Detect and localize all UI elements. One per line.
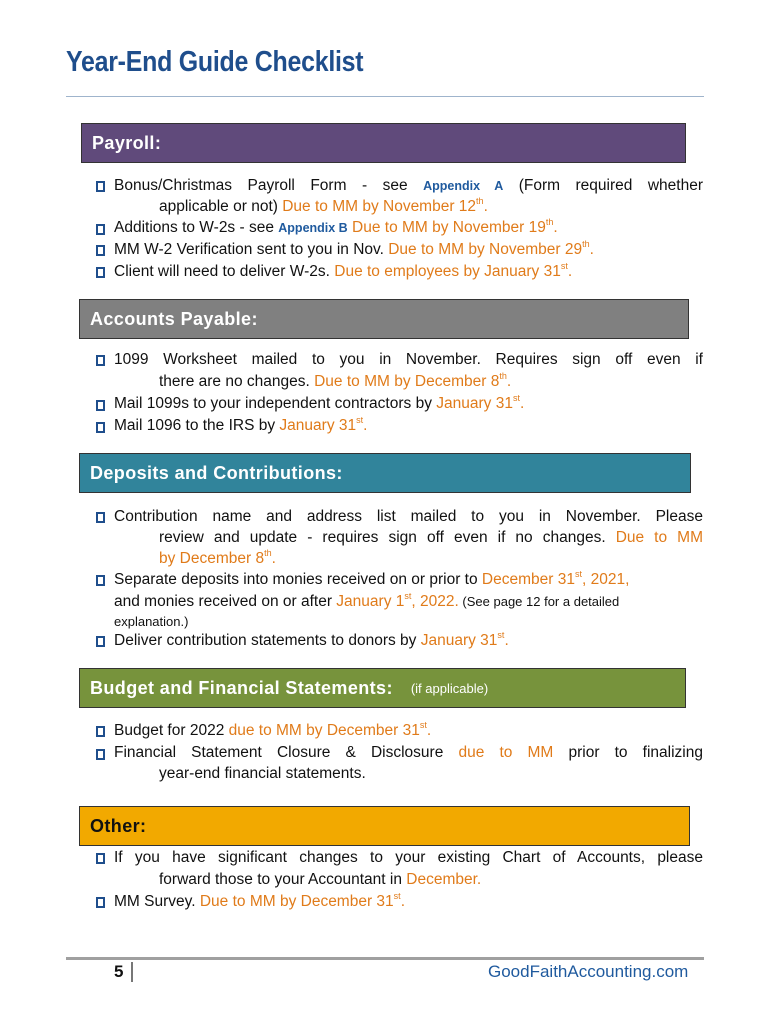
title-divider (66, 96, 704, 97)
section-heading-label: Budget and Financial Statements: (90, 677, 393, 698)
list-item-continuation: review and update - requires sign off even if no changes. Due to MM (159, 529, 703, 546)
list-item: MM Survey. Due to MM by December 31st. (114, 891, 405, 910)
list-item: Deliver contribution statements to donors by January 31st. (114, 630, 509, 649)
section-heading-other (79, 806, 690, 846)
checkbox-icon[interactable] (96, 512, 105, 523)
due-date: January 31st. (420, 630, 509, 649)
checkbox-icon[interactable] (96, 181, 105, 192)
checkbox-icon[interactable] (96, 422, 105, 433)
due-date: Due to MM by December 31st. (199, 891, 405, 910)
due-date: Due to MM by December 8th. (314, 371, 512, 390)
checkbox-icon[interactable] (96, 575, 105, 586)
section-heading-label: Payroll: (92, 132, 162, 153)
list-item: Budget for 2022 due to MM by December 31st. (114, 720, 432, 739)
list-item-continuation: applicable or not) Due to MM by November 12th. (159, 196, 488, 215)
list-item: Bonus/Christmas Payroll Form - see Appendix A (Form required whether (114, 177, 703, 194)
due-date: January 31st. (436, 393, 525, 412)
section-heading-accounts-payable (79, 299, 689, 339)
due-date: Due to MM by November 12th. (282, 196, 488, 215)
checkbox-icon[interactable] (96, 267, 105, 278)
list-item: Mail 1096 to the IRS by January 31st. (114, 415, 368, 434)
appendix-b-link[interactable]: Appendix B (278, 221, 348, 235)
list-item-continuation: and monies received on or after January 1st, 2022. (See page 12 for a detailed (114, 591, 620, 610)
list-item: Additions to W-2s - see Appendix B Due to MM by November 19th. (114, 217, 558, 236)
list-item: If you have significant changes to your existing Chart of Accounts, please (114, 849, 703, 866)
due-date: Due to employees by January 31st. (334, 261, 573, 280)
page-number: 5 (114, 962, 124, 981)
due-date: January 1st, 2022. (336, 591, 459, 610)
list-item-continuation: year-end financial statements. (159, 765, 366, 782)
due-date: Due to MM (615, 529, 703, 546)
website-link[interactable]: GoodFaithAccounting.com (488, 962, 689, 981)
section-heading-budget (79, 668, 686, 708)
list-item: Client will need to deliver W-2s. Due to employees by January 31st. (114, 261, 573, 280)
section-heading-deposits (79, 453, 691, 493)
checkbox-icon[interactable] (96, 245, 105, 256)
section-heading-payroll (81, 123, 686, 163)
page-title: Year-End Guide Checklist (66, 46, 364, 78)
list-item-continuation (159, 550, 276, 568)
due-date: Due to MM by November 29th. (388, 239, 594, 258)
checkbox-icon[interactable] (96, 355, 105, 366)
section-heading-note: (if applicable) (410, 680, 489, 696)
list-item: MM W-2 Verification sent to you in Nov. Due to MM by November 29th. (114, 239, 594, 258)
due-date: due to MM by December 31st. (228, 720, 432, 739)
checkbox-icon[interactable] (96, 224, 105, 235)
list-item-continuation: there are no changes. Due to MM by December 8th. (159, 371, 512, 390)
list-item: 1099 Worksheet mailed to you in November. Requires sign off even if (114, 351, 703, 368)
checkbox-icon[interactable] (96, 749, 105, 760)
due-date: December 31st, 2021, (481, 569, 630, 588)
section-heading-label: Deposits and Contributions: (90, 462, 343, 483)
due-date: by December 8th. (159, 548, 276, 567)
page-number-separator (131, 962, 133, 982)
appendix-a-link[interactable]: Appendix A (423, 179, 504, 193)
due-date: Due to MM by November 19th. (347, 217, 558, 236)
list-item-continuation: explanation.) (114, 614, 189, 629)
section-heading-label: Accounts Payable: (90, 308, 258, 329)
checkbox-icon[interactable] (96, 726, 105, 737)
list-item-continuation: forward those to your Accountant in December. (159, 871, 482, 888)
due-date: December. (406, 871, 482, 888)
checkbox-icon[interactable] (96, 897, 105, 908)
list-item: Mail 1099s to your independent contractors by January 31st. (114, 393, 525, 412)
due-date: January 31st. (279, 415, 368, 434)
list-item: Financial Statement Closure & Disclosure due to MM prior to finalizing (114, 744, 703, 761)
list-item: Contribution name and address list mailed to you in November. Please (114, 508, 703, 525)
checkbox-icon[interactable] (96, 636, 105, 647)
section-heading-label: Other: (90, 815, 147, 836)
checkbox-icon[interactable] (96, 400, 105, 411)
footer-divider (66, 957, 704, 960)
due-date: due to MM (458, 744, 554, 761)
checkbox-icon[interactable] (96, 853, 105, 864)
list-item: Separate deposits into monies received on or prior to December 31st, 2021, (114, 569, 630, 588)
